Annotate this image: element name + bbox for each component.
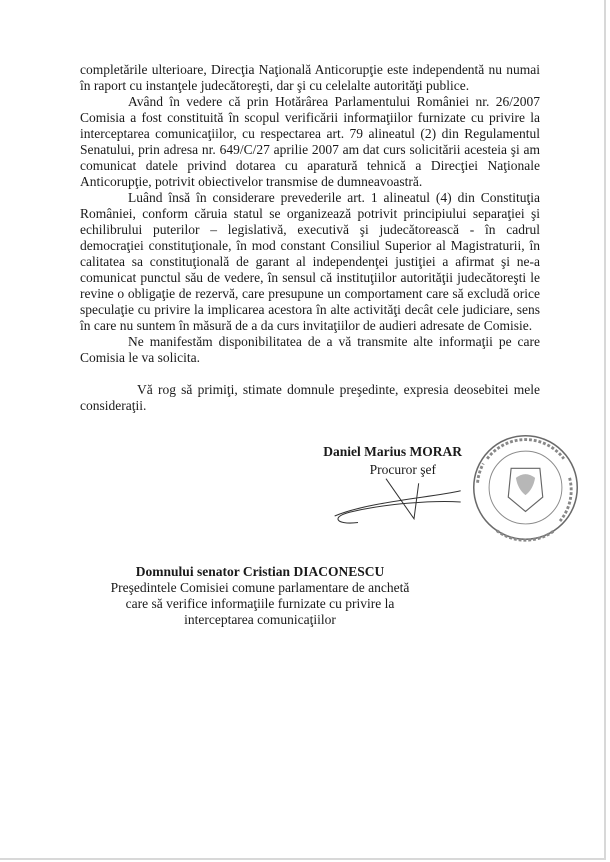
- text-line: Având în vedere că prin Hotărârea Parlamentului României nr. 26/2007: [128, 94, 540, 109]
- text-line: Vă rog să primiţi, stimate domnule preşedinte, expresia deosebitei mele: [137, 382, 540, 397]
- text-line: său de vedere, în sensul că instituţiilor autorităţii judecătoreşti le revine o obligaţie de: [80, 270, 541, 301]
- text-line: Comisia a fost constituită în scopul verificării informaţiilor furnizate cu privire la: [80, 110, 540, 125]
- text-line: Luând însă în considerare prevederile art. 1 alineatul (4) din Constituţia: [128, 190, 540, 205]
- paragraph-closing: [80, 382, 540, 414]
- text-line: consideraţii.: [80, 398, 147, 413]
- text-line: completările ulterioare, Direcţia Naţională Anticorupţie este independentă nu numai în: [80, 62, 540, 93]
- text-line: implicarea acestora în alte activităţi decât cele judiciare, sens în care nu suntem în: [80, 302, 540, 333]
- text-line: interceptarea comunicaţiilor, cu respectarea art. 79 alineatul (2) din Regulamentul: [80, 126, 540, 141]
- paragraph-3: [80, 190, 540, 334]
- text-line: Ne manifestăm disponibilitatea de a vă transmite alte informaţii pe care: [128, 334, 540, 349]
- text-line: rezervă, care presupune un comportament care să excludă orice speculaţie cu privire la: [80, 286, 540, 317]
- text-line: constituţională de garant al independenţei justiţiei a afirmat şi ne-a comunicat punctul: [80, 254, 541, 285]
- signatory-name: Daniel Marius MORAR: [323, 444, 462, 459]
- recipient-line: care să verifice informaţiile furnizate cu privire la: [125, 596, 395, 611]
- text-line: raport cu instanţele judecătoreşti, dar şi cu celelalte autorităţi publice.: [93, 78, 470, 93]
- recipient-line: Preşedintele Comisiei comune parlamentare de anchetă: [110, 580, 410, 595]
- recipient-block: [100, 564, 420, 628]
- official-stamp: [468, 430, 583, 545]
- recipient-line: interceptarea comunicaţiilor: [184, 612, 336, 627]
- text-line: constituţionale, în mod constant Consiliul Superior al Magistraturii, în calitatea sa: [80, 238, 540, 269]
- paragraph-2: [80, 94, 540, 190]
- letter-body: [80, 0, 540, 628]
- text-line: Comisia le va solicita.: [80, 350, 200, 365]
- text-line: Anticorupţie, potrivit obiectivelor transmise de dumneavoastră.: [80, 174, 423, 189]
- text-line: măsură de a da curs invitaţiilor de audieri adresate de Comisie.: [192, 318, 533, 333]
- text-line: comunicat datele privind dotarea cu aparatură tehnică a Direcţiei Naţionale: [80, 158, 540, 173]
- paragraph-4: [80, 334, 540, 366]
- text-line: României, conform căruia statul se organizează potrivit principiului separaţiei şi: [80, 206, 540, 221]
- paragraph-1: [80, 62, 540, 94]
- recipient-name: Domnului senator Cristian DIACONESCU: [135, 564, 385, 579]
- text-line: echilibrului puterilor – legislativă, executivă şi judecătorească - în cadrul democraţiei: [80, 222, 540, 253]
- handwritten-signature: [330, 472, 470, 532]
- text-line: Senatului, prin adresa nr. 649/C/27 aprilie 2007 am dat curs solicitării acesteia şi am: [80, 142, 540, 157]
- signature-area: [80, 438, 540, 558]
- signatory-title: Procuror şef: [369, 462, 436, 477]
